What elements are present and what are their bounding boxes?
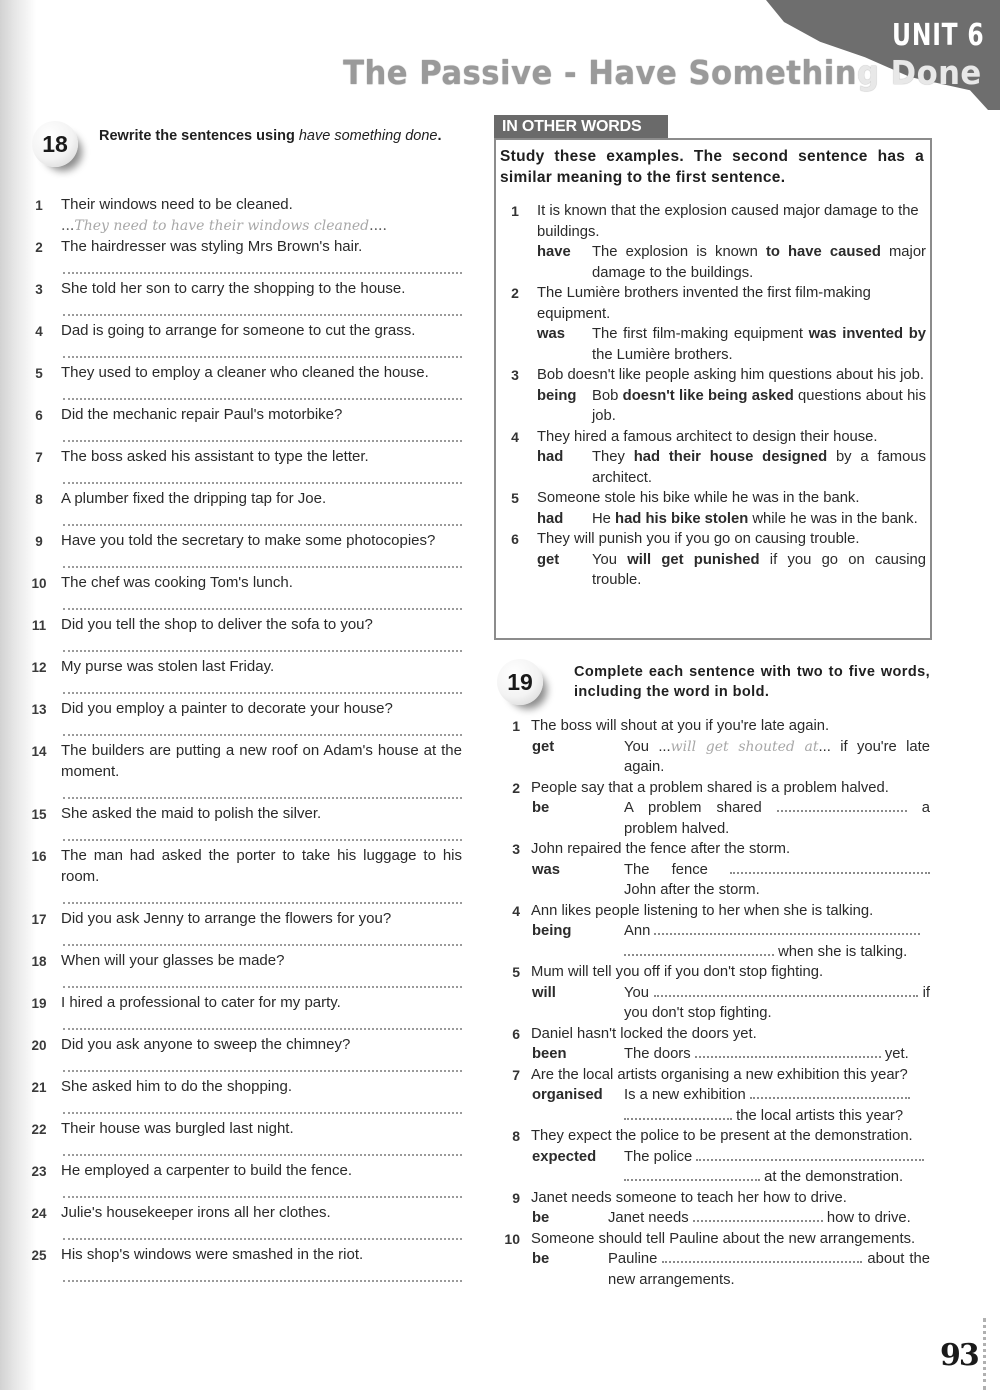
dotted-line <box>63 1196 462 1198</box>
completion-sentence <box>624 798 930 839</box>
dotted-line <box>63 272 462 274</box>
completion-sentence <box>624 1147 930 1188</box>
item-number: 4 <box>512 902 520 919</box>
original-sentence: It is known that the explosion caused major damage to the buildings. <box>537 203 919 240</box>
unit-label: UNIT 6 <box>891 18 984 53</box>
rewritten-sentence <box>592 386 926 427</box>
ellipsis: .... <box>369 218 387 234</box>
page-number: 93 <box>940 1338 978 1373</box>
rewrite-post: by a famous architect. <box>592 449 926 486</box>
answer-input-line[interactable] <box>61 677 462 698</box>
answer-input-line[interactable] <box>624 1167 760 1181</box>
sentence-start: The doors <box>624 1046 691 1062</box>
rewrite-bold: will get punished <box>627 551 760 568</box>
item-number: 8 <box>35 492 43 507</box>
item-number: 2 <box>512 779 520 796</box>
completion-sentence <box>624 921 930 962</box>
answer-input-line[interactable] <box>777 798 907 812</box>
item-number: 1 <box>511 203 519 219</box>
item-number: 4 <box>35 324 43 339</box>
dotted-line <box>63 1238 462 1240</box>
original-sentence: They will punish you if you go on causing trouble. <box>537 531 860 547</box>
rewrite-pre: You <box>592 551 628 568</box>
answer-input-line[interactable] <box>61 467 462 488</box>
sentence-start: A problem shared <box>624 800 762 816</box>
item-number: 7 <box>512 1066 520 1083</box>
item-number: 6 <box>35 408 43 423</box>
item-sentence: The chef was cooking Tom's lunch. <box>61 574 293 591</box>
answer-input-line[interactable] <box>696 1147 924 1161</box>
item-sentence: The boss asked his assistant to type the letter. <box>61 448 369 465</box>
exercise-item <box>500 716 930 778</box>
dotted-line <box>63 944 462 946</box>
exercise-item <box>500 901 930 963</box>
completion-row <box>500 1208 930 1229</box>
example-item <box>506 201 926 283</box>
exercise-19-list <box>500 716 930 1290</box>
title-part-on-dark: g Done <box>857 53 982 92</box>
dotted-line <box>63 356 462 358</box>
exercise-item <box>500 778 930 840</box>
title-part: The Passive - Have Somethin <box>343 53 858 92</box>
example-answer: will get shouted at <box>670 738 819 755</box>
answer-input-line[interactable] <box>61 782 462 803</box>
item-sentence: Did the mechanic repair Paul's motorbike? <box>61 406 343 423</box>
exercise-instruction <box>99 126 469 146</box>
item-number: 25 <box>31 1248 47 1263</box>
original-sentence: They hired a famous architect to design their house. <box>537 428 878 445</box>
item-number: 14 <box>31 744 47 759</box>
answer-input-line[interactable] <box>61 1013 462 1034</box>
keyword: being <box>532 923 572 939</box>
item-number: 13 <box>31 702 47 717</box>
item-sentence: Janet needs someone to teach her how to drive. <box>531 1189 847 1206</box>
original-sentence: Bob doesn't like people asking him questions about his job. <box>537 367 924 383</box>
instruction-italic: have something done <box>298 128 438 144</box>
sentence-start: Pauline <box>608 1251 658 1267</box>
sentence-start: Ann <box>624 923 651 939</box>
item-sentence: Dad is going to arrange for someone to cut the grass. <box>61 322 416 339</box>
answer-input-line[interactable] <box>61 257 462 278</box>
dotted-line <box>63 398 462 400</box>
answer-input-line[interactable] <box>61 1097 462 1118</box>
dotted-line <box>63 482 462 484</box>
exercise-item <box>30 1160 462 1202</box>
original-sentence: The Lumière brothers invented the first film-making equipment. <box>537 285 871 322</box>
exercise-item <box>30 1076 462 1118</box>
completion-row <box>500 737 930 778</box>
dotted-line <box>63 902 462 904</box>
exercise-number-badge: 19 <box>497 659 543 705</box>
exercise-item <box>30 446 462 488</box>
completion-sentence <box>624 860 930 901</box>
answer-input-line[interactable] <box>61 1223 462 1244</box>
completion-sentence <box>624 1085 930 1126</box>
item-sentence: Someone should tell Pauline about the new arrangements. <box>531 1230 916 1247</box>
answer-input-line[interactable] <box>624 1106 732 1120</box>
completion-row <box>500 1044 930 1065</box>
answer-input-line[interactable] <box>61 299 462 320</box>
exercise-item <box>30 1118 462 1160</box>
completion-row <box>500 1249 930 1290</box>
exercise-item <box>30 803 462 845</box>
exercise-number-badge: 18 <box>32 121 78 167</box>
answer-input-line[interactable] <box>61 1181 462 1202</box>
exercise-item <box>30 488 462 530</box>
exercise-item <box>500 1024 930 1065</box>
item-sentence: I hired a professional to cater for my party. <box>61 994 341 1011</box>
exercise-item <box>30 845 462 908</box>
exercise-item <box>500 839 930 901</box>
item-number: 7 <box>35 450 43 465</box>
item-number: 23 <box>31 1164 47 1179</box>
dotted-line <box>63 1112 462 1114</box>
answer-input-line[interactable] <box>730 860 930 874</box>
exercise-item <box>500 962 930 1024</box>
dotted-line <box>63 1280 462 1282</box>
item-number: 4 <box>511 428 519 445</box>
item-number: 19 <box>31 996 47 1011</box>
answer-input-line[interactable] <box>61 887 462 908</box>
item-sentence: She asked the maid to polish the silver. <box>61 805 322 822</box>
item-sentence: Did you employ a painter to decorate your house? <box>61 700 393 717</box>
keyword: expected <box>532 1148 597 1165</box>
item-number: 10 <box>504 1230 520 1247</box>
answer-input-line[interactable] <box>750 1085 910 1099</box>
item-sentence: Their windows need to be cleaned. <box>61 196 293 213</box>
item-number: 9 <box>512 1189 520 1206</box>
item-number: 12 <box>31 660 47 675</box>
example-item <box>506 427 926 489</box>
page-title <box>343 53 982 92</box>
item-sentence: My purse was stolen last Friday. <box>61 658 275 675</box>
completion-row <box>500 921 930 962</box>
item-sentence: When will your glasses be made? <box>61 952 285 969</box>
rewrite-row <box>506 447 926 488</box>
rewritten-sentence <box>592 550 926 591</box>
item-sentence: Are the local artists organising a new exhibition this year? <box>531 1066 908 1083</box>
keyword: be <box>532 1210 550 1226</box>
dotted-line <box>63 1070 462 1072</box>
example-item <box>506 365 926 427</box>
completion-row <box>500 1085 930 1126</box>
item-sentence: The man had asked the porter to take his luggage to his room. <box>61 847 462 885</box>
item-sentence: The builders are putting a new roof on Adam's house at the moment. <box>61 742 462 780</box>
answer-input-line[interactable] <box>61 593 462 614</box>
sentence-end: about the new arrangements. <box>608 1251 930 1288</box>
rewrite-post: if you go on causing trouble. <box>592 551 926 588</box>
item-sentence: A plumber fixed the dripping tap for Joe. <box>61 490 327 507</box>
keyword: will <box>532 984 556 1001</box>
completion-row <box>500 983 930 1024</box>
exercise-item <box>30 362 462 404</box>
keyword: be <box>532 800 550 816</box>
exercise-item <box>30 1244 462 1286</box>
keyword: get <box>537 551 560 568</box>
rewrite-pre: The explosion is known <box>592 244 766 260</box>
item-number: 5 <box>511 490 519 506</box>
dotted-line <box>63 524 462 526</box>
exercise-18-list <box>30 194 462 1286</box>
keyword: was <box>532 861 560 878</box>
rewrite-bold: was invented by <box>808 326 926 342</box>
item-number: 3 <box>512 841 520 857</box>
rewrite-bold: doesn't like being asked <box>622 387 794 404</box>
answer-input-line[interactable] <box>61 1139 462 1160</box>
answer-input-line[interactable] <box>61 1265 462 1286</box>
ellipsis: ... <box>61 218 75 234</box>
in-other-words-list <box>506 201 926 591</box>
dotted-line <box>63 1154 462 1156</box>
exercise-item <box>30 950 462 992</box>
exercise-item <box>30 278 462 320</box>
item-number: 17 <box>31 912 47 927</box>
keyword: be <box>532 1251 550 1267</box>
dotted-line <box>63 797 462 799</box>
keyword: was <box>537 326 565 342</box>
sentence-end: the local artists this year? <box>736 1107 904 1124</box>
exercise-item <box>500 1065 930 1127</box>
exercise-item <box>500 1126 930 1188</box>
sentence-end: if you don't stop fighting. <box>624 984 930 1021</box>
rewritten-sentence <box>592 324 926 365</box>
dotted-line <box>63 314 462 316</box>
item-sentence: Have you told the secretary to make some photocopies? <box>61 532 436 549</box>
rewrite-pre: They <box>592 449 634 465</box>
sentence-end: a problem halved. <box>624 800 930 837</box>
dotted-line <box>63 650 462 652</box>
keyword: been <box>532 1046 567 1062</box>
exercise-item <box>30 908 462 950</box>
dotted-line <box>63 734 462 736</box>
instruction-text: Rewrite the sentences using <box>99 128 299 144</box>
item-sentence: She asked him to do the shopping. <box>61 1078 292 1095</box>
keyword: get <box>532 738 555 755</box>
answer-input-line[interactable] <box>662 1249 862 1263</box>
dotted-line <box>63 1028 462 1030</box>
rewritten-sentence <box>592 447 926 488</box>
item-sentence: The boss will shout at you if you're late again. <box>531 718 830 734</box>
item-sentence: Did you ask Jenny to arrange the flowers for you? <box>61 910 392 927</box>
item-sentence: The hairdresser was styling Mrs Brown's hair. <box>61 238 363 255</box>
answer-input-line[interactable] <box>61 509 462 530</box>
example-item <box>506 283 926 365</box>
sentence-end: how to drive. <box>826 1210 911 1226</box>
item-number: 16 <box>31 849 47 864</box>
completion-sentence <box>624 737 930 778</box>
answer-input-line[interactable] <box>61 341 462 362</box>
answer-text: They need to have their windows cleaned <box>74 218 370 234</box>
rewrite-row <box>506 324 926 365</box>
item-number: 8 <box>512 1128 520 1144</box>
item-sentence: Did you tell the shop to deliver the sofa to you? <box>61 616 373 633</box>
in-other-words-tab: IN OTHER WORDS <box>494 115 668 138</box>
item-sentence: They used to employ a cleaner who cleaned the house. <box>61 364 429 381</box>
item-number: 5 <box>512 964 520 980</box>
item-sentence: Julie's housekeeper irons all her clothes. <box>61 1204 331 1221</box>
answer-input-line[interactable] <box>61 929 462 950</box>
exercise-item <box>30 194 462 236</box>
exercise-item <box>500 1188 930 1229</box>
answer-input-line[interactable] <box>61 1055 462 1076</box>
dotted-line <box>63 692 462 694</box>
item-number: 20 <box>31 1038 47 1053</box>
answer-input-line[interactable] <box>61 551 462 572</box>
keyword: had <box>537 449 564 465</box>
item-sentence: Ann likes people listening to her when she is talking. <box>531 902 874 919</box>
dotted-line <box>63 608 462 610</box>
exercise-item <box>30 740 462 803</box>
rewrite-pre: Bob <box>592 387 623 404</box>
rewrite-row <box>506 242 926 283</box>
original-sentence: Someone stole his bike while he was in the bank. <box>537 490 860 506</box>
rewritten-sentence <box>592 242 926 283</box>
answer-input-line[interactable] <box>61 383 462 404</box>
answer-input-line[interactable] <box>654 983 918 997</box>
sentence-start: You <box>624 984 649 1001</box>
answer-line <box>61 215 462 236</box>
item-sentence: John repaired the fence after the storm. <box>531 841 791 857</box>
item-number: 22 <box>31 1122 47 1137</box>
exercise-item <box>30 1202 462 1244</box>
item-sentence: She told her son to carry the shopping to the house. <box>61 280 406 297</box>
item-number: 24 <box>31 1206 47 1221</box>
sentence-start: Is a new exhibition <box>624 1087 746 1103</box>
rewrite-row <box>506 386 926 427</box>
item-number: 10 <box>31 576 47 591</box>
answer-input-line[interactable] <box>624 942 774 956</box>
rewrite-post: questions about his job. <box>592 387 926 424</box>
page-edge-dots <box>983 1318 989 1390</box>
exercise-instruction: Complete each sentence with two to five words, including the word in bold. <box>574 664 930 700</box>
exercise-item <box>500 1229 930 1291</box>
completion-sentence <box>608 1208 930 1229</box>
sentence-end: yet. <box>884 1046 909 1062</box>
example-answer <box>61 218 387 234</box>
dotted-line <box>63 440 462 442</box>
dotted-line <box>63 986 462 988</box>
exercise-item <box>30 614 462 656</box>
dotted-line <box>63 839 462 841</box>
item-number: 2 <box>511 285 519 301</box>
answer-input-line[interactable] <box>61 719 462 740</box>
completion-sentence <box>624 983 930 1024</box>
answer-input-line[interactable] <box>61 635 462 656</box>
rewrite-post: the Lumière brothers. <box>592 346 733 363</box>
item-number: 18 <box>31 954 47 969</box>
rewrite-post: major damage to the buildings. <box>592 244 926 281</box>
in-other-words-intro: Study these examples. The second sentence has a similar meaning to the first sentence. <box>500 148 924 186</box>
exercise-item <box>30 236 462 278</box>
completion-row <box>500 860 930 901</box>
sentence-start: The police <box>624 1148 693 1165</box>
answer-input-line[interactable] <box>61 824 462 845</box>
exercise-item <box>30 656 462 698</box>
item-number: 21 <box>31 1080 47 1095</box>
item-number: 3 <box>511 367 519 383</box>
rewrite-row <box>506 509 926 530</box>
answer-input-line[interactable] <box>693 1208 823 1222</box>
rewrite-pre: He <box>592 510 616 527</box>
rewrite-post: while he was in the bank. <box>748 510 918 527</box>
item-number: 5 <box>35 366 43 381</box>
example-item <box>506 529 926 591</box>
item-sentence: Mum will tell you off if you don't stop fighting. <box>531 964 824 980</box>
sentence-start: You ... <box>624 738 671 755</box>
item-sentence: Their house was burgled last night. <box>61 1120 294 1137</box>
exercise-item <box>30 572 462 614</box>
sentence-start: The fence <box>624 861 708 878</box>
exercise-item <box>30 992 462 1034</box>
rewritten-sentence <box>592 509 926 530</box>
item-sentence: Did you ask anyone to sweep the chimney? <box>61 1036 351 1053</box>
item-sentence: They expect the police to be present at the demonstration. <box>531 1128 913 1144</box>
exercise-item <box>30 1034 462 1076</box>
item-number: 1 <box>512 718 520 734</box>
item-number: 6 <box>512 1025 520 1042</box>
sentence-start: Janet needs <box>608 1210 689 1226</box>
completion-row <box>500 798 930 839</box>
exercise-item <box>30 530 462 572</box>
completion-sentence <box>608 1249 930 1290</box>
item-number: 9 <box>35 534 43 549</box>
completion-sentence <box>624 1044 930 1065</box>
item-number: 1 <box>35 198 43 213</box>
item-sentence: People say that a problem shared is a problem halved. <box>531 779 889 796</box>
rewrite-bold: had his bike stolen <box>615 510 749 527</box>
sentence-end: ... if you're late again. <box>624 738 930 775</box>
item-number: 6 <box>511 531 519 547</box>
sentence-end: John after the storm. <box>624 882 760 898</box>
answer-input-line[interactable] <box>61 425 462 446</box>
dotted-line <box>63 566 462 568</box>
item-number: 3 <box>35 282 43 297</box>
exercise-item <box>30 404 462 446</box>
example-item <box>506 488 926 529</box>
sentence-end: at the demonstration. <box>764 1169 904 1185</box>
completion-row <box>500 1147 930 1188</box>
item-number: 2 <box>35 240 43 255</box>
answer-input-line[interactable] <box>695 1044 881 1058</box>
rewrite-pre: The first film-making equipment <box>592 326 809 342</box>
answer-input-line[interactable] <box>61 971 462 992</box>
exercise-item <box>30 320 462 362</box>
rewrite-bold: to have caused <box>765 244 881 260</box>
keyword: had <box>537 510 564 527</box>
rewrite-bold: had their house designed <box>633 449 828 465</box>
keyword: being <box>537 387 577 404</box>
item-number: 11 <box>31 618 47 633</box>
item-sentence: He employed a carpenter to build the fence. <box>61 1162 353 1179</box>
item-sentence: Daniel hasn't locked the doors yet. <box>531 1025 757 1042</box>
instruction-end: . <box>437 128 442 144</box>
item-number: 15 <box>31 807 47 822</box>
exercise-item <box>30 698 462 740</box>
item-sentence: His shop's windows were smashed in the riot. <box>61 1246 364 1263</box>
sentence-end: when she is talking. <box>778 943 908 960</box>
keyword: have <box>537 244 571 260</box>
rewrite-row <box>506 550 926 591</box>
keyword: organised <box>532 1087 603 1103</box>
answer-input-line[interactable] <box>654 921 920 935</box>
